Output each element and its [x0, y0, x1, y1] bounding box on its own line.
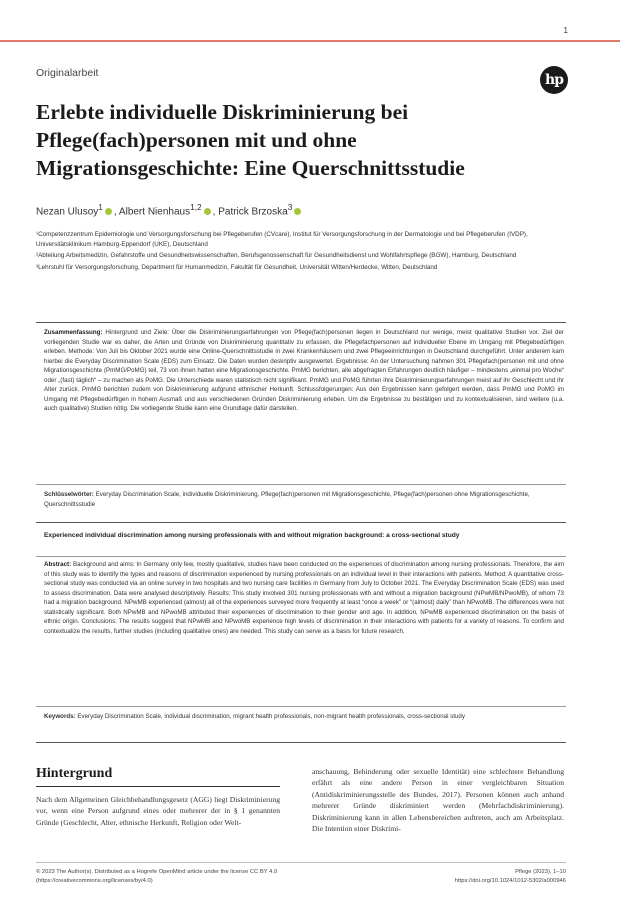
author-list: Nezan Ulusoy$^1$ , Albert Nienhaus$^{1,2}$ , Patrick Brzoska$^3$	[36, 202, 303, 217]
affiliation: ¹Competenzzentrum Epidemiologie und Versorgungsforschung bei Pflegeberufen (CVcare), Institut für Versorgungsforschung in der Dermatologie und bei Pflegeberufen (IVDP), Universitätsklinikum Hamburg-Eppendorf (UKE), Deutschland	[36, 231, 528, 248]
abstract-de	[44, 328, 564, 414]
footer-doi-link[interactable]: https://doi.org/10.1024/1012-5302/a000946	[454, 877, 566, 884]
abstract-en-title-rule	[36, 556, 566, 557]
author-name[interactable]: Nezan Ulusoy	[36, 206, 99, 218]
affiliation: ³Lehrstuhl für Versorgungsforschung, Department für Humanmedizin, Fakultät für Gesundheit, Universität Witten/Herdecke, Witten, Deutschland	[36, 263, 438, 271]
abstract-en-rule	[36, 522, 566, 523]
publisher-logo-icon[interactable]: hp	[540, 66, 568, 94]
keywords-de-text: Everyday Discrimination Scale, individuelle Diskriminierung, Pflege(fach)personen mit Migrationsgeschichte, Pflege(fach)personen ohne Migrationsgeschichte, Querschnittsstudie	[44, 491, 530, 508]
header-rule	[0, 40, 620, 42]
keywords-de-rule	[36, 484, 566, 485]
abstract-en-text: Background and aims: In Germany only few, mostly qualitative, studies have been conducted on the experiences of discrimination among nursing professionals. Therefore, the aim of this study was to identify the types and reasons of discrimination experienced by nursing professionals on an individual level in their interactions with patients. Method: A quantitative cross-sectional study was conducted via an online survey in two hospitals and two nursing care facilities in Germany from July to October 2021. The Everyday Discrimination Scale (EDS) was used to assess discrimination. Data were analysed descriptively. Results: This study involved 301 nursing professionals with and without a migration background (NPwMB/NPwoMB), of whom 73 had a migration background. NPwMB experienced (almost) all of the experiences surveyed more frequently at least “once a week” or “(almost) daily” than NPwoMB. The differences were not statistically significant. Both NPwMB and NPwoMB attributed their experiences of discrimination to their gender and age. In addition, NPwMB experienced discrimination on the basis of ethnic origin. Conclusions: The results suggest that NPwMB and NPwoMB experience high levels of discrimination in their interactions with patients for a variety of reasons. To confirm and contextualize the results, further studies (including qualitative ones) are needed. This study can serve as a basis for future research.	[44, 561, 564, 635]
keywords-en-rule	[36, 706, 566, 707]
english-title: Experienced individual discrimination among nursing professionals with and without migration background: a cross-sectional study	[44, 532, 460, 539]
orcid-icon[interactable]	[105, 208, 112, 215]
abstract-en	[44, 560, 564, 636]
body-column-right: anschauung, Behinderung oder sexuelle Identität) eine schlechtere Behandlung erfährt als eine andere Person in einer vergleichbaren Situation (Antidiskriminierungsstelle des Bundes, 2017). Personen können auch anhand mehrerer Gründe diskriminiert werden (Mehrfachdiskriminierung). Diskriminierung kann in allen Lebensbereichen auftreten, auch am Arbeitsplatz. Die Intention einer Diskrimi-	[312, 767, 564, 834]
abstract-de-label: Zusammenfassung:	[44, 329, 103, 336]
affiliations	[36, 230, 566, 274]
body-column-left: Nach dem Allgemeinen Gleichbehandlungsgesetz (AGG) liegt Diskriminierung vor, wenn eine Person aufgrund eines oder mehrerer der in § 1 genannten Gründe (Geschlecht, Alter, ethnische Herkunft, Religion oder Welt-	[36, 795, 280, 827]
keywords-en-text: Everyday Discrimination Scale, individual discrimination, migrant health professionals, non-migrant health professionals, cross-sectional study	[77, 713, 465, 720]
keywords-de-label: Schlüsselwörter:	[44, 491, 94, 498]
footer-citation	[360, 868, 566, 886]
page-number: 1	[563, 26, 568, 35]
abstract-bottom-rule	[36, 742, 566, 743]
article-title: Erlebte individuelle Diskriminierung bei Pflege(fach)personen mit und ohne Migrationsgeschichte: Eine Querschnittsstudie	[36, 100, 465, 180]
abstract-en-label: Abstract:	[44, 561, 72, 568]
author-affil-sup: 1	[98, 202, 103, 212]
author-affil-sup: 3	[287, 202, 293, 212]
section-label: Originalarbeit	[36, 67, 99, 79]
heading-rule	[36, 786, 280, 787]
keywords-en-label: Keywords:	[44, 713, 76, 720]
affiliation: ²Abteilung Arbeitsmedizin, Gefahrstoffe und Gesundheitswissenschaften, Berufsgenossenschaft für Gesundheitsdienst und Wohlfahrtspflege (BGW), Hamburg, Deutschland	[36, 252, 517, 260]
author-name[interactable]: Patrick Brzoska	[218, 206, 288, 218]
author-affil-sup: 1,2	[190, 202, 202, 212]
abstract-top-rule	[36, 322, 566, 323]
orcid-icon[interactable]	[294, 208, 301, 215]
abstract-de-text: Hintergrund und Ziele: Über die Diskriminierungserfahrungen von Pflege(fach)personen liegen in Deutschland nur wenige, meist qualitative Studien vor. Ziel der vorliegenden Studie war es daher, die Arten und Gründe von Diskriminierung quantitativ zu erfassen, die Pflegefachpersonen auf individueller Ebene im Umgang mit Pflegebedürftigen erleben. Methode: Von Juli bis Oktober 2021 wurde eine Online-Querschnittsstudie in zwei Krankenhäusern und zwei Pflegeeinrichtungen in Deutschland durchgeführt. Unter anderem kam hierbei die Everyday Discrimination Scale (EDS) zum Einsatz. Die Daten wurden deskriptiv ausgewertet. Ergebnisse: An der Untersuchung nahmen 301 Pflegefach(personen mit und ohne Migrationsgeschichte (PmMG/PoMG) teil, 73 von ihnen hatten eine Migrationsgeschichte. PmMG berichten, alle abgefragten Erfahrungen deutlich häufiger – mindestens „einmal pro Woche“ oder „(fast) täglich“ – zu machen als PoMG. Die Unterschiede waren statistisch nicht signifikant. PmMG und PoMG führten ihre Diskriminierungserfahrungen meist auf ihr Geschlecht und ihr Alter zurück. PmMG berichten zudem von Diskriminierung aufgrund ethnischer Herkunft. Schlussfolgerungen: Aus den Ergebnissen kann gefolgert werden, dass PmMG und PoMG im Umgang mit Pflegebedürftigen in hohem Ausmaß und aus verschiedenen Gründen Diskriminierung erleben. Um die Ergebnisse zu bestätigen und zu kontextualisieren, sind weitere (u.a. auch qualitative) Studien nötig. Die vorliegende Studie kann eine Grundlage dafür darstellen.	[44, 329, 564, 412]
author-name[interactable]: Albert Nienhaus	[118, 206, 191, 218]
section-heading: Hintergrund	[36, 766, 113, 781]
footer-rule	[36, 862, 566, 863]
footer-license: © 2023 The Author(s). Distributed as a Hogrefe OpenMind article under the license CC BY 4.0 (https://creativecommons.org/licenses/by/4.0)	[36, 869, 278, 884]
orcid-icon[interactable]	[204, 208, 211, 215]
footer-journal: Pflege (2023), 1–10	[515, 869, 566, 875]
keywords-en	[44, 712, 564, 722]
keywords-de	[44, 490, 564, 509]
